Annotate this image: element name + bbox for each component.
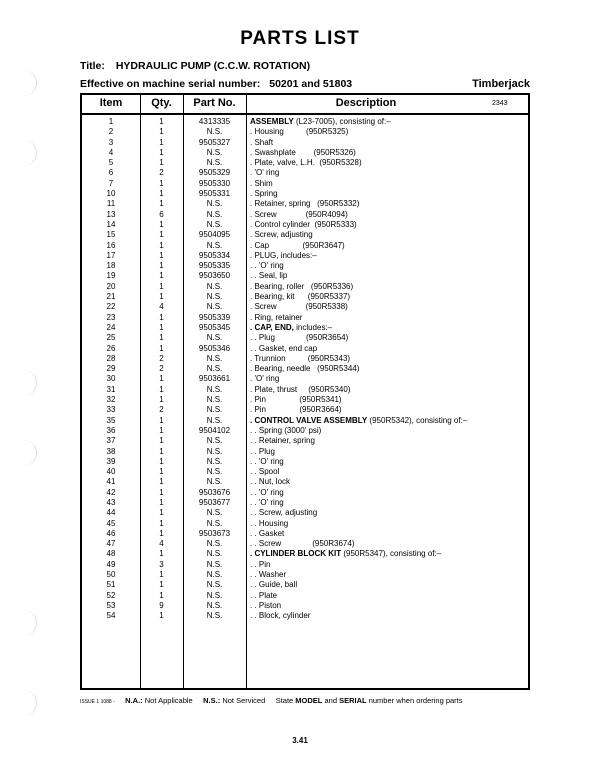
item-cell: 40 (106, 467, 116, 477)
table-row (82, 508, 528, 518)
part-no-cell: 9504095 (198, 230, 231, 240)
description-cell: . Screw (950R5338) (250, 302, 348, 312)
item-cell: 26 (106, 343, 116, 353)
header-part-no: Part No. (193, 97, 236, 109)
page-number: 3.41 (292, 736, 308, 745)
qty-cell: 4 (159, 539, 164, 549)
part-no-cell: N.S. (206, 590, 223, 600)
part-no-cell: N.S. (206, 580, 223, 590)
state-text: State (275, 696, 294, 705)
ns-text: Not Serviced (222, 696, 266, 705)
item-cell: 46 (106, 528, 116, 538)
table-row (82, 313, 528, 323)
part-no-cell: N.S. (206, 446, 223, 456)
description-cell: . . 'O' ring (250, 497, 284, 507)
table-row (82, 364, 528, 374)
description-cell: . . Guide, ball (250, 580, 298, 590)
ns-label: N.S.: (203, 696, 221, 705)
description-text: (950R5342), consisting of:– (367, 415, 468, 425)
description-cell: . Housing (950R5325) (250, 127, 349, 137)
part-no-cell: 9503673 (198, 528, 231, 538)
qty-cell: 1 (159, 137, 164, 147)
item-cell: 44 (106, 508, 116, 518)
qty-cell: 1 (159, 518, 164, 528)
item-cell: 50 (106, 570, 116, 580)
description-cell: . Pin (950R5341) (250, 395, 342, 405)
qty-cell: 4 (159, 302, 164, 312)
description-text: (L23-7005), consisting of:– (293, 117, 391, 126)
item-cell: 52 (106, 590, 116, 600)
table-row (82, 127, 528, 137)
description-cell: . . 'O' ring (250, 487, 284, 497)
qty-cell: 1 (159, 250, 164, 260)
qty-cell: 1 (159, 436, 164, 446)
part-no-cell: N.S. (206, 364, 223, 374)
item-cell: 54 (106, 611, 116, 621)
qty-cell: 1 (159, 312, 164, 322)
and-word: and (324, 696, 337, 705)
item-cell: 19 (106, 271, 116, 281)
qty-cell: 1 (159, 384, 164, 394)
description-cell: . 'O' ring (250, 168, 280, 178)
item-cell: 7 (108, 178, 114, 188)
item-cell: 29 (106, 364, 116, 374)
description-cell: . . Spool (250, 467, 280, 477)
description-cell: . 'O' ring (250, 374, 280, 384)
qty-cell: 1 (159, 580, 164, 590)
part-no-cell: N.S. (206, 600, 223, 610)
item-cell: 22 (106, 302, 116, 312)
qty-cell: 1 (159, 178, 164, 188)
qty-cell: 1 (159, 487, 164, 497)
page-heading: PARTS LIST (240, 28, 360, 49)
part-no-cell: N.S. (206, 302, 223, 312)
qty-cell: 1 (159, 322, 164, 332)
table-row (82, 344, 528, 354)
qty-cell: 1 (159, 570, 164, 580)
item-cell: 3 (108, 137, 114, 147)
table-row (82, 467, 528, 477)
description-cell: . . Plug (250, 446, 275, 456)
qty-cell: 3 (159, 559, 164, 569)
qty-cell: 1 (159, 415, 164, 425)
table-row (82, 529, 528, 539)
part-no-cell: N.S. (206, 281, 223, 291)
table-row (82, 271, 528, 281)
part-no-cell: 4313335 (198, 117, 231, 126)
qty-cell: 1 (159, 230, 164, 240)
qty-cell: 1 (159, 158, 164, 168)
description-cell: . . Seal, lip (250, 271, 288, 281)
part-no-cell: N.S. (206, 219, 223, 229)
description-cell: . Cap (950R3647) (250, 240, 345, 250)
binder-hole-mark (22, 690, 37, 716)
description-cell: . Retainer, spring (950R5332) (250, 199, 360, 209)
qty-cell: 6 (159, 209, 164, 219)
table-row (82, 405, 528, 415)
item-cell: 38 (106, 446, 116, 456)
table-row (82, 199, 528, 209)
item-cell: 18 (106, 261, 116, 271)
qty-cell: 1 (159, 528, 164, 538)
item-cell: 41 (106, 477, 116, 487)
item-cell: 25 (106, 333, 116, 343)
qty-cell: 1 (159, 446, 164, 456)
description-cell (250, 323, 332, 333)
table-row (82, 333, 528, 343)
item-cell: 11 (106, 199, 116, 209)
item-cell: 1 (108, 117, 114, 126)
qty-cell: 1 (159, 240, 164, 250)
qty-cell: 2 (159, 405, 164, 415)
description-cell: . Swashplate (950R5326) (250, 147, 356, 157)
item-cell: 31 (106, 384, 116, 394)
qty-cell: 1 (159, 219, 164, 229)
description-cell: . . Spring (3000' psi) (250, 425, 322, 435)
qty-cell: 1 (159, 271, 164, 281)
qty-cell: 1 (159, 395, 164, 405)
issue-label: ISSUE 1 1088 - (80, 699, 115, 705)
part-no-cell: 9503650 (198, 271, 231, 281)
item-cell: 33 (106, 405, 116, 415)
table-row (82, 117, 528, 127)
table-row (82, 488, 528, 498)
item-cell: 20 (106, 281, 116, 291)
description-cell: . . 'O' ring (250, 456, 284, 466)
description-cell: . . Housing (250, 518, 289, 528)
item-cell: 42 (106, 487, 116, 497)
description-cell (250, 549, 441, 559)
table-row (82, 416, 528, 426)
part-no-cell: N.S. (206, 436, 223, 446)
part-no-cell: N.S. (206, 456, 223, 466)
table-row (82, 261, 528, 271)
item-cell: 28 (106, 353, 116, 363)
item-cell: 51 (106, 580, 116, 590)
qty-cell: 1 (159, 456, 164, 466)
item-cell: 53 (106, 600, 116, 610)
table-row (82, 158, 528, 168)
description-cell: . . Piston (250, 600, 282, 610)
item-cell: 10 (106, 189, 116, 199)
item-cell: 2 (108, 127, 114, 137)
table-row (82, 549, 528, 559)
qty-cell: 2 (159, 353, 164, 363)
item-cell: 36 (106, 425, 116, 435)
part-no-cell: 9505334 (198, 250, 231, 260)
state-text-end: number when ordering parts (368, 696, 463, 705)
table-row (82, 210, 528, 220)
part-no-cell: N.S. (206, 333, 223, 343)
part-no-cell: N.S. (206, 467, 223, 477)
description-cell: . PLUG, includes:– (250, 250, 317, 260)
qty-cell: 1 (159, 281, 164, 291)
serial-word: SERIAL (339, 696, 367, 705)
qty-cell: 1 (159, 189, 164, 199)
footer (80, 696, 530, 705)
header-description: Description (335, 97, 397, 109)
part-no-cell: N.S. (206, 384, 223, 394)
qty-cell: 1 (159, 333, 164, 343)
brand-name: Timberjack (472, 78, 530, 90)
table-row (82, 148, 528, 158)
table-row (82, 395, 528, 405)
item-cell: 4 (108, 147, 114, 157)
table-row (82, 426, 528, 436)
effective-line (80, 78, 530, 90)
binder-hole-mark (22, 610, 37, 636)
table-row (82, 560, 528, 570)
item-cell: 35 (106, 415, 116, 425)
description-cell: . Plate, thrust (950R5340) (250, 384, 351, 394)
description-cell: . Plate, valve, L.H. (950R5328) (250, 158, 362, 168)
description-cell: . . Nut, lock (250, 477, 291, 487)
item-cell: 5 (108, 158, 114, 168)
part-no-cell: 9504102 (198, 425, 231, 435)
description-cell: . Screw (950R4094) (250, 209, 348, 219)
binder-hole-mark (22, 70, 37, 96)
description-cell (250, 117, 391, 127)
part-no-cell: 9503676 (198, 487, 231, 497)
part-no-cell: 9505330 (198, 178, 231, 188)
description-cell: . Ring, retainer (250, 312, 303, 322)
table-row (82, 601, 528, 611)
description-cell: . . Screw, adjusting (250, 508, 318, 518)
item-cell: 16 (106, 240, 116, 250)
parts-table (80, 93, 530, 690)
title-label: Title: (80, 60, 105, 72)
table-row (82, 189, 528, 199)
description-cell: . . Gasket, end cap (250, 343, 318, 353)
item-cell: 45 (106, 518, 116, 528)
qty-cell: 1 (159, 508, 164, 518)
part-no-cell: N.S. (206, 518, 223, 528)
part-no-cell: 9503677 (198, 497, 231, 507)
item-cell: 47 (106, 539, 116, 549)
part-no-cell: N.S. (206, 559, 223, 569)
binder-hole-mark (22, 370, 37, 396)
table-row (82, 539, 528, 549)
description-cell: . . Screw (950R3674) (250, 539, 355, 549)
na-label: N.A.: (125, 696, 143, 705)
binder-hole-mark (22, 440, 37, 466)
qty-cell: 1 (159, 425, 164, 435)
part-no-cell: N.S. (206, 199, 223, 209)
part-no-cell: N.S. (206, 209, 223, 219)
part-no-cell: N.S. (206, 415, 223, 425)
part-no-cell: 9505345 (198, 322, 231, 332)
table-row (82, 591, 528, 601)
na-text: Not Applicable (144, 696, 193, 705)
table-row (82, 519, 528, 529)
description-cell: . Control cylinder (950R5333) (250, 219, 357, 229)
description-bold: ASSEMBLY (250, 117, 294, 126)
qty-cell: 1 (159, 477, 164, 487)
description-cell: . . Block, cylinder (250, 611, 311, 621)
part-no-cell: N.S. (206, 405, 223, 415)
item-cell: 49 (106, 559, 116, 569)
description-text: includes:– (293, 322, 333, 332)
table-row (82, 230, 528, 240)
binder-hole-mark (22, 140, 37, 166)
description-cell: . Bearing, kit (950R5337) (250, 292, 351, 302)
part-no-cell: 9505335 (198, 261, 231, 271)
description-cell: . . Washer (250, 570, 287, 580)
description-cell: . Screw, adjusting (250, 230, 313, 240)
part-no-cell: N.S. (206, 158, 223, 168)
part-no-cell: 9505331 (198, 189, 231, 199)
qty-cell: 1 (159, 549, 164, 559)
table-row (82, 241, 528, 251)
effective-label: Effective on machine serial number: (80, 78, 261, 90)
table-row (82, 580, 528, 590)
qty-cell: 1 (159, 374, 164, 384)
item-cell: 14 (106, 219, 116, 229)
qty-cell: 2 (159, 168, 164, 178)
part-no-cell: N.S. (206, 147, 223, 157)
item-cell: 13 (106, 209, 116, 219)
part-no-cell: 9505346 (198, 343, 231, 353)
part-no-cell: N.S. (206, 353, 223, 363)
qty-cell: 1 (159, 117, 164, 126)
table-row (82, 282, 528, 292)
part-no-cell: 9505327 (198, 137, 231, 147)
part-no-cell: N.S. (206, 549, 223, 559)
qty-cell: 1 (159, 261, 164, 271)
description-cell: . . Pin (250, 559, 271, 569)
qty-cell: 1 (159, 467, 164, 477)
item-cell: 17 (106, 250, 116, 260)
description-cell: . . Plate (250, 590, 278, 600)
description-cell: . . Retainer, spring (250, 436, 315, 446)
item-cell: 32 (106, 395, 116, 405)
item-cell: 24 (106, 322, 116, 332)
description-cell: . Spring (250, 189, 278, 199)
part-no-cell: 9505339 (198, 312, 231, 322)
title-value: HYDRAULIC PUMP (C.C.W. ROTATION) (115, 60, 311, 72)
description-cell: . Bearing, roller (950R5336) (250, 281, 354, 291)
item-cell: 21 (106, 292, 116, 302)
qty-cell: 1 (159, 497, 164, 507)
table-row (82, 168, 528, 178)
description-cell (250, 416, 467, 426)
table-body (82, 117, 528, 622)
table-row (82, 251, 528, 261)
table-row (82, 498, 528, 508)
table-row (82, 138, 528, 148)
table-row (82, 611, 528, 621)
table-row (82, 570, 528, 580)
item-cell: 23 (106, 312, 116, 322)
part-no-cell: N.S. (206, 477, 223, 487)
qty-cell: 1 (159, 199, 164, 209)
qty-cell: 1 (159, 590, 164, 600)
part-no-cell: N.S. (206, 127, 223, 137)
effective-value: 50201 and 51803 (269, 78, 353, 90)
qty-cell: 2 (159, 364, 164, 374)
part-no-cell: N.S. (206, 292, 223, 302)
header-qty: Qty. (151, 97, 172, 109)
part-no-cell: N.S. (206, 539, 223, 549)
table-row (82, 179, 528, 189)
item-cell: 37 (106, 436, 116, 446)
description-bold: . CAP, END, (250, 322, 294, 332)
table-row (82, 302, 528, 312)
description-cell: . Shaft (250, 137, 274, 147)
item-cell: 6 (108, 168, 114, 178)
part-no-cell: N.S. (206, 508, 223, 518)
table-row (82, 447, 528, 457)
table-header (82, 95, 528, 115)
qty-cell: 1 (159, 611, 164, 621)
qty-cell: 1 (159, 147, 164, 157)
description-bold: . CYLINDER BLOCK KIT (250, 549, 342, 559)
item-cell: 39 (106, 456, 116, 466)
header-item: Item (99, 97, 123, 109)
item-cell: 30 (106, 374, 116, 384)
qty-cell: 1 (159, 127, 164, 137)
table-row (82, 457, 528, 467)
qty-cell: 1 (159, 292, 164, 302)
part-no-cell: N.S. (206, 240, 223, 250)
table-row (82, 323, 528, 333)
description-cell: . . 'O' ring (250, 261, 284, 271)
table-row (82, 354, 528, 364)
description-bold: . CONTROL VALVE ASSEMBLY (250, 415, 368, 425)
header-code: 2343 (492, 100, 508, 107)
description-cell: . . Gasket (250, 528, 285, 538)
part-no-cell: 9505329 (198, 168, 231, 178)
table-row (82, 220, 528, 230)
part-no-cell: N.S. (206, 611, 223, 621)
description-cell: . Pin (950R3664) (250, 405, 342, 415)
table-row (82, 436, 528, 446)
qty-cell: 9 (159, 600, 164, 610)
part-no-cell: 9503661 (198, 374, 231, 384)
table-row (82, 477, 528, 487)
table-row (82, 374, 528, 384)
table-row (82, 385, 528, 395)
description-cell: . Shim (250, 178, 273, 188)
part-no-cell: N.S. (206, 570, 223, 580)
description-cell: . Bearing, needle (950R5344) (250, 364, 360, 374)
item-cell: 15 (106, 230, 116, 240)
part-no-cell: N.S. (206, 395, 223, 405)
item-cell: 43 (106, 497, 116, 507)
qty-cell: 1 (159, 343, 164, 353)
description-cell: . . Plug (950R3654) (250, 333, 349, 343)
description-cell: . Trunnion (950R5343) (250, 353, 351, 363)
model-word: MODEL (295, 696, 323, 705)
description-text: (950R5347), consisting of:– (341, 549, 442, 559)
title-line (80, 60, 310, 72)
item-cell: 48 (106, 549, 116, 559)
table-row (82, 292, 528, 302)
